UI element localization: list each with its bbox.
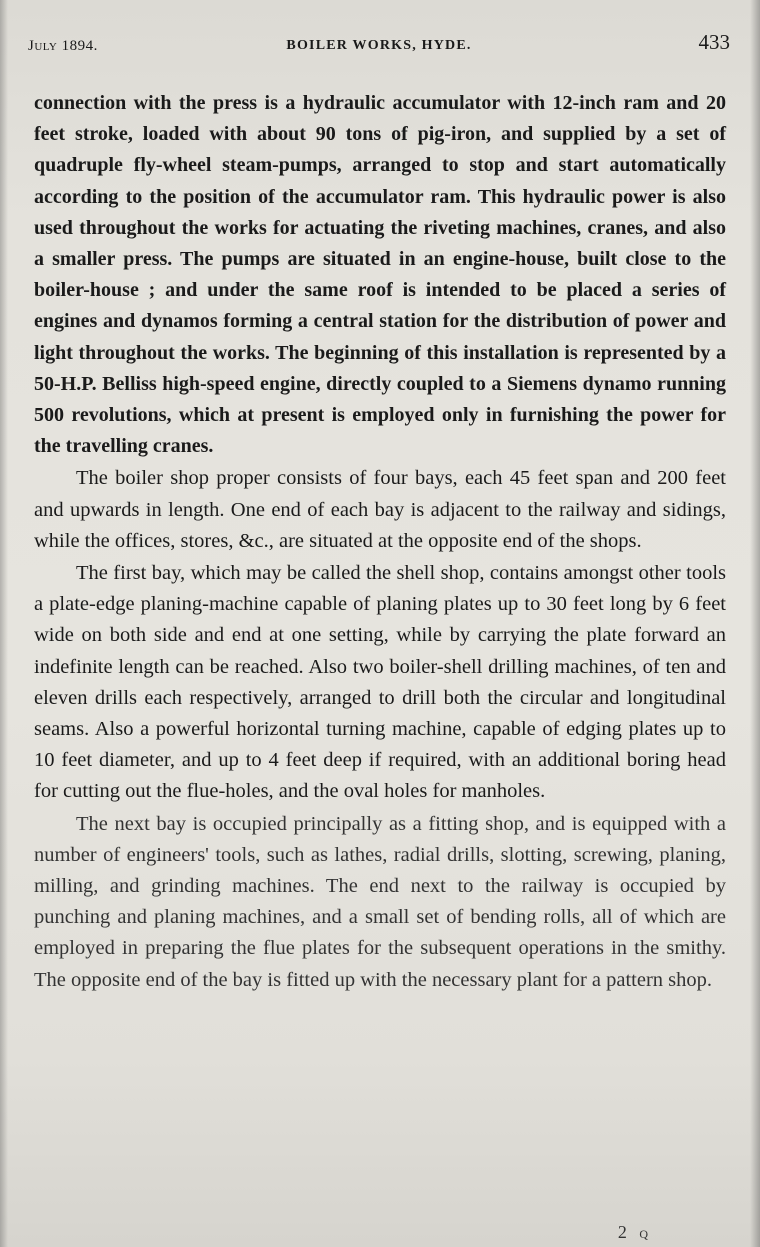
signature-number: 2 (617, 1222, 631, 1242)
paragraph-continuation: connection with the press is a hydraulic accumulator with 12-inch ram and 20 feet stroke, loaded with about 90 tons of pig-iron, and supplied by a set of quadruple fly-wheel steam-pumps, arranged to stop and start automatically according to the position of the accumulator ram. This hydraulic power is also used throughout the works for actuating the riveting machines, cranes, and also a smaller press. The pumps are situated in an engine-house, built close to the boiler-house ; and under the same roof is intended to be placed a series of engines and dynamos forming a central station for the distribution of power and light throughout the works. The beginning of this installation is represented by a 50-H.P. Belliss high-speed engine, directly coupled to a Siemens dynamo running 500 revolutions, which at present is employed only in furnishing the power for the travelling cranes. (34, 92, 726, 458)
paragraph-boiler-shop: The boiler shop proper consists of four bays, each 45 feet span and 200 feet and upwards in length. One end of each bay is adjacent to the railway and sidings, while the offices, stores, &c., are situated at the opposite end of the shops. (34, 467, 726, 552)
signature-letter: Q (639, 1227, 652, 1241)
page-number: 433 (698, 30, 730, 54)
page-body (34, 88, 726, 997)
paragraph-shell-shop: The first bay, which may be called the shell shop, contains amongst other tools a plate-edge planing-machine capable of planing plates up to 30 feet long by 6 feet wide on both side and end at one setting, while by carrying the plate forward an indefinite length can be reached. Also two boiler-shell drilling machines, of ten and eleven drills each respectively, arranged to drill both the circular and longitudinal seams. Also a powerful horizontal turning machine, capable of edging plates up to 10 feet diameter, and up to 4 feet deep if required, with an additional boring head for cutting out the flue-holes, and the oval holes for manholes. (34, 562, 726, 803)
header-title: BOILER WORKS, HYDE. (286, 38, 472, 53)
header-date: July 1894. (28, 38, 98, 54)
signature-mark (618, 1222, 652, 1243)
paragraph-fitting-shop: The next bay is occupied principally as a fitting shop, and is equipped with a number of engineers' tools, such as lathes, radial drills, slotting, screwing, planing, milling, and grinding machines. The end next to the railway is occupied by punching and planing machines, and a small set of bending rolls, all of which are employed in preparing the flue plates for the subsequent operations in the smithy. The opposite end of the bay is fitted up with the necessary plant for a pattern shop. (34, 812, 726, 991)
running-head (28, 30, 730, 60)
